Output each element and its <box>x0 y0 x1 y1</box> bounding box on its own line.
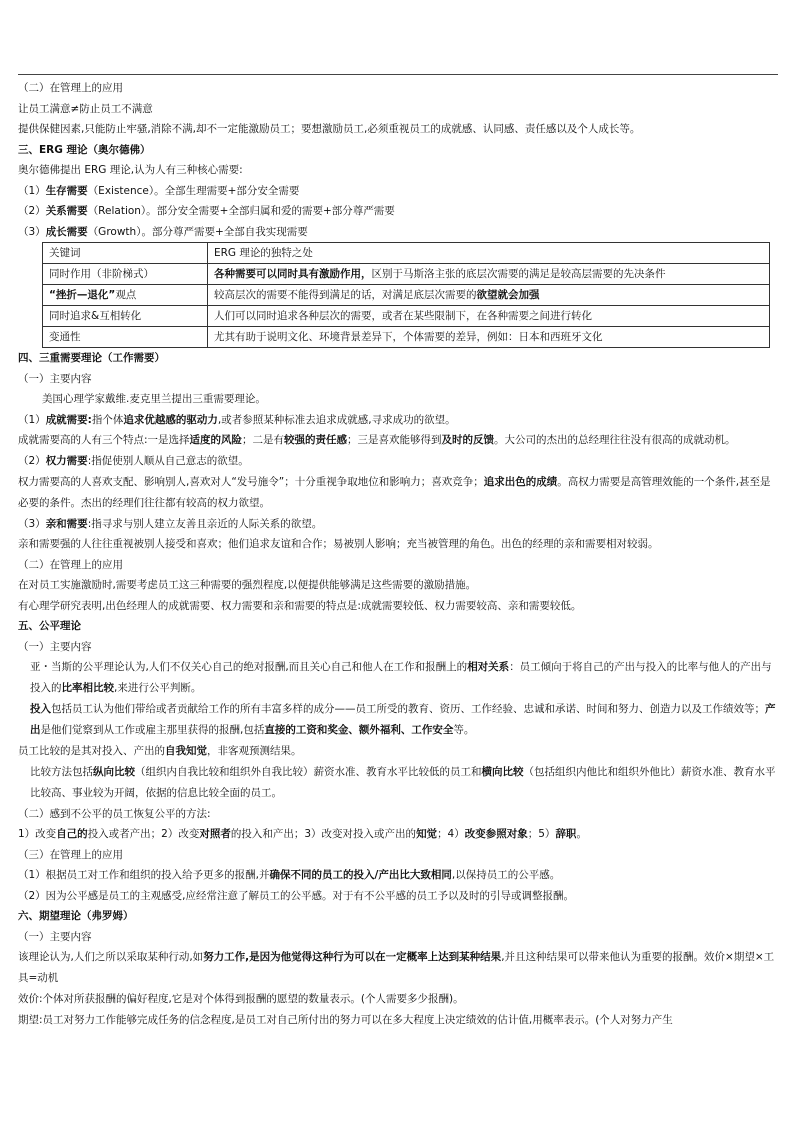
paragraph: 1）改变自己的投入或者产出；2）改变对照者的投入和产出；3）改变对投入或产出的知觉；4）改变参照对象；5）辞职。 <box>18 828 587 840</box>
table-cell: 变通性 <box>43 327 208 348</box>
paragraph: 在对员工实施激励时,需要考虑员工这三种需要的强烈程度,以便提供能够满足这些需要的激励措施。 <box>18 579 477 591</box>
table-cell: 尤其有助于说明文化、环境背景差异下，个体需要的差异，例如：日本和西班牙文化 <box>208 327 770 348</box>
paragraph: （1）根据员工对工作和组织的投入给予更多的报酬,并确保不同的员工的投入/产出比大致相同,以保持员工的公平感。 <box>18 869 561 881</box>
paragraph: 让员工满意≠防止员工不满意 <box>18 102 153 115</box>
document-body <box>18 78 778 1030</box>
table-row <box>43 243 770 264</box>
paragraph: 奥尔德佛提出 ERG 理论,认为人有三种核心需要: <box>18 164 243 176</box>
paragraph: 亚・当斯的公平理论认为,人们不仅关心自己的绝对报酬,而且关心自己和他人在工作和报酬上的相对关系：员工倾向于将自己的产出与投入的比率与他人的产出与投入的比率相比较,来进行公平判断。 <box>30 661 772 694</box>
table-cell: 较高层次的需要不能得到满足的话，对满足底层次需要的欲望就会加强 <box>208 285 770 306</box>
paragraph: 成就需要高的人有三个特点:一是选择适度的风险；二是有较强的责任感；三是喜欢能够得到及时的反馈。大公司的杰出的总经理往往没有很高的成就动机。 <box>18 434 736 446</box>
subsection-heading: （三）在管理上的应用 <box>18 848 123 861</box>
table-cell: 各种需要可以同时具有激励作用，区别于马斯洛主张的底层次需要的满足是较高层需要的先决条件 <box>208 264 770 285</box>
paragraph: 效价:个体对所获报酬的偏好程度,它是对个体得到报酬的愿望的数量表示。(个人需要多少报酬)。 <box>18 993 464 1005</box>
subsection-heading: （二）在管理上的应用 <box>18 558 123 571</box>
paragraph: 美国心理学家戴维.麦克里兰提出三重需要理论。 <box>42 393 266 405</box>
list-item: （2）关系需要（Relation）。部分安全需要+全部归属和爱的需要+部分尊严需要 <box>18 205 395 217</box>
subsection-heading: （一）主要内容 <box>18 930 92 943</box>
paragraph: （2）因为公平感是员工的主观感受,应经常注意了解员工的公平感。对于有不公平感的员工予以及时的引导或调整报酬。 <box>18 889 575 902</box>
table-cell: ERG 理论的独特之处 <box>208 243 770 264</box>
table-cell: 关键词 <box>43 243 208 264</box>
list-item: （3）成长需要（Growth）。部分尊严需要+全部自我实现需要 <box>18 225 308 238</box>
table-cell: “挫折—退化”观点 <box>43 285 208 306</box>
table-row <box>43 327 770 348</box>
subsection-heading: （二）感到不公平的员工恢复公平的方法: <box>18 807 211 820</box>
list-item: （1）生存需要（Existence）。全部生理需要+部分安全需要 <box>18 184 300 197</box>
paragraph: （1）成就需要:指个体追求优越感的驱动力,或者参照某种标准去追求成就感,寻求成功的欲望。 <box>18 413 456 426</box>
paragraph: 期望:员工对努力工作能够完成任务的信念程度,是员工对自己所付出的努力可以在多大程度上决定绩效的估计值,用概率表示。(个人对努力产生 <box>18 1013 673 1026</box>
paragraph: 该理论认为,人们之所以采取某种行动,如努力工作,是因为他觉得这种行为可以在一定概率上达到某种结果,并且这种结果可以带来他认为重要的报酬。效价×期望×工具=动机 <box>18 951 775 984</box>
paragraph: （3）亲和需要:指寻求与别人建立友善且亲近的人际关系的欲望。 <box>18 517 323 530</box>
paragraph: （2）权力需要:指促使别人顺从自己意志的欲望。 <box>18 455 249 467</box>
erg-table <box>42 242 770 348</box>
table-row <box>43 285 770 306</box>
table-cell: 人们可以同时追求各种层次的需要，或者在某些限制下，在各种需要之间进行转化 <box>208 306 770 327</box>
paragraph: 提供保健因素,只能防止牢骚,消除不满,却不一定能激励员工；要想激励员工,必须重视员工的成就感、认同感、责任感以及个人成长等。 <box>18 123 641 135</box>
subsection-heading: （一）主要内容 <box>18 640 92 653</box>
section-heading-expectancy: 六、期望理论（弗罗姆） <box>18 910 134 922</box>
paragraph: 有心理学研究表明,出色经理人的成就需要、权力需要和亲和需要的特点是:成就需要较低、权力需要较高、亲和需要较低。 <box>18 599 582 612</box>
subsection-heading: （二）在管理上的应用 <box>18 82 123 94</box>
subsection-heading: （一）主要内容 <box>18 372 92 385</box>
paragraph: 比较方法包括纵向比较（组织内自我比较和组织外自我比较）薪资水准、教育水平比较低的员工和横向比较（包括组织内他比和组织外他比）薪资水准、教育水平比较高、事业较为开阔，依据的信息比较全面的员工。 <box>30 765 776 799</box>
header-rule <box>18 74 778 75</box>
table-row <box>43 306 770 327</box>
paragraph: 亲和需要强的人往往重视被别人接受和喜欢；他们追求友谊和合作；易被别人影响；充当被管理的角色。出色的经理的亲和需要相对较弱。 <box>18 538 659 550</box>
table-cell: 同时作用（非阶梯式） <box>43 264 208 285</box>
table-cell: 同时追求&互相转化 <box>43 306 208 327</box>
section-heading-erg: 三、ERG 理论（奥尔德佛） <box>18 143 151 156</box>
table-row <box>43 264 770 285</box>
paragraph: 权力需要高的人喜欢支配、影响别人,喜欢对人“发号施令”；十分重视争取地位和影响力；喜欢竞争；追求出色的成绩。高权力需要是高管理效能的一个条件,甚至是必要的条件。杰出的经理们往往都有较高的权力欲望。 <box>18 475 771 509</box>
paragraph: 员工比较的是其对投入、产出的自我知觉，非客观预测结果。 <box>18 745 302 757</box>
section-heading-triple-needs: 四、三重需要理论（工作需要） <box>18 352 165 364</box>
paragraph: 投入包括员工认为他们带给或者贡献给工作的所有丰富多样的成分——员工所受的教育、资历、工作经验、忠诚和承诺、时间和努力、创造力以及工作绩效等；产出是他们觉察到从工作或雇主那里获得的报酬,包括直接的工资和奖金、额外福利、工作安全等。 <box>30 703 776 736</box>
section-heading-equity: 五、公平理论 <box>18 620 81 632</box>
